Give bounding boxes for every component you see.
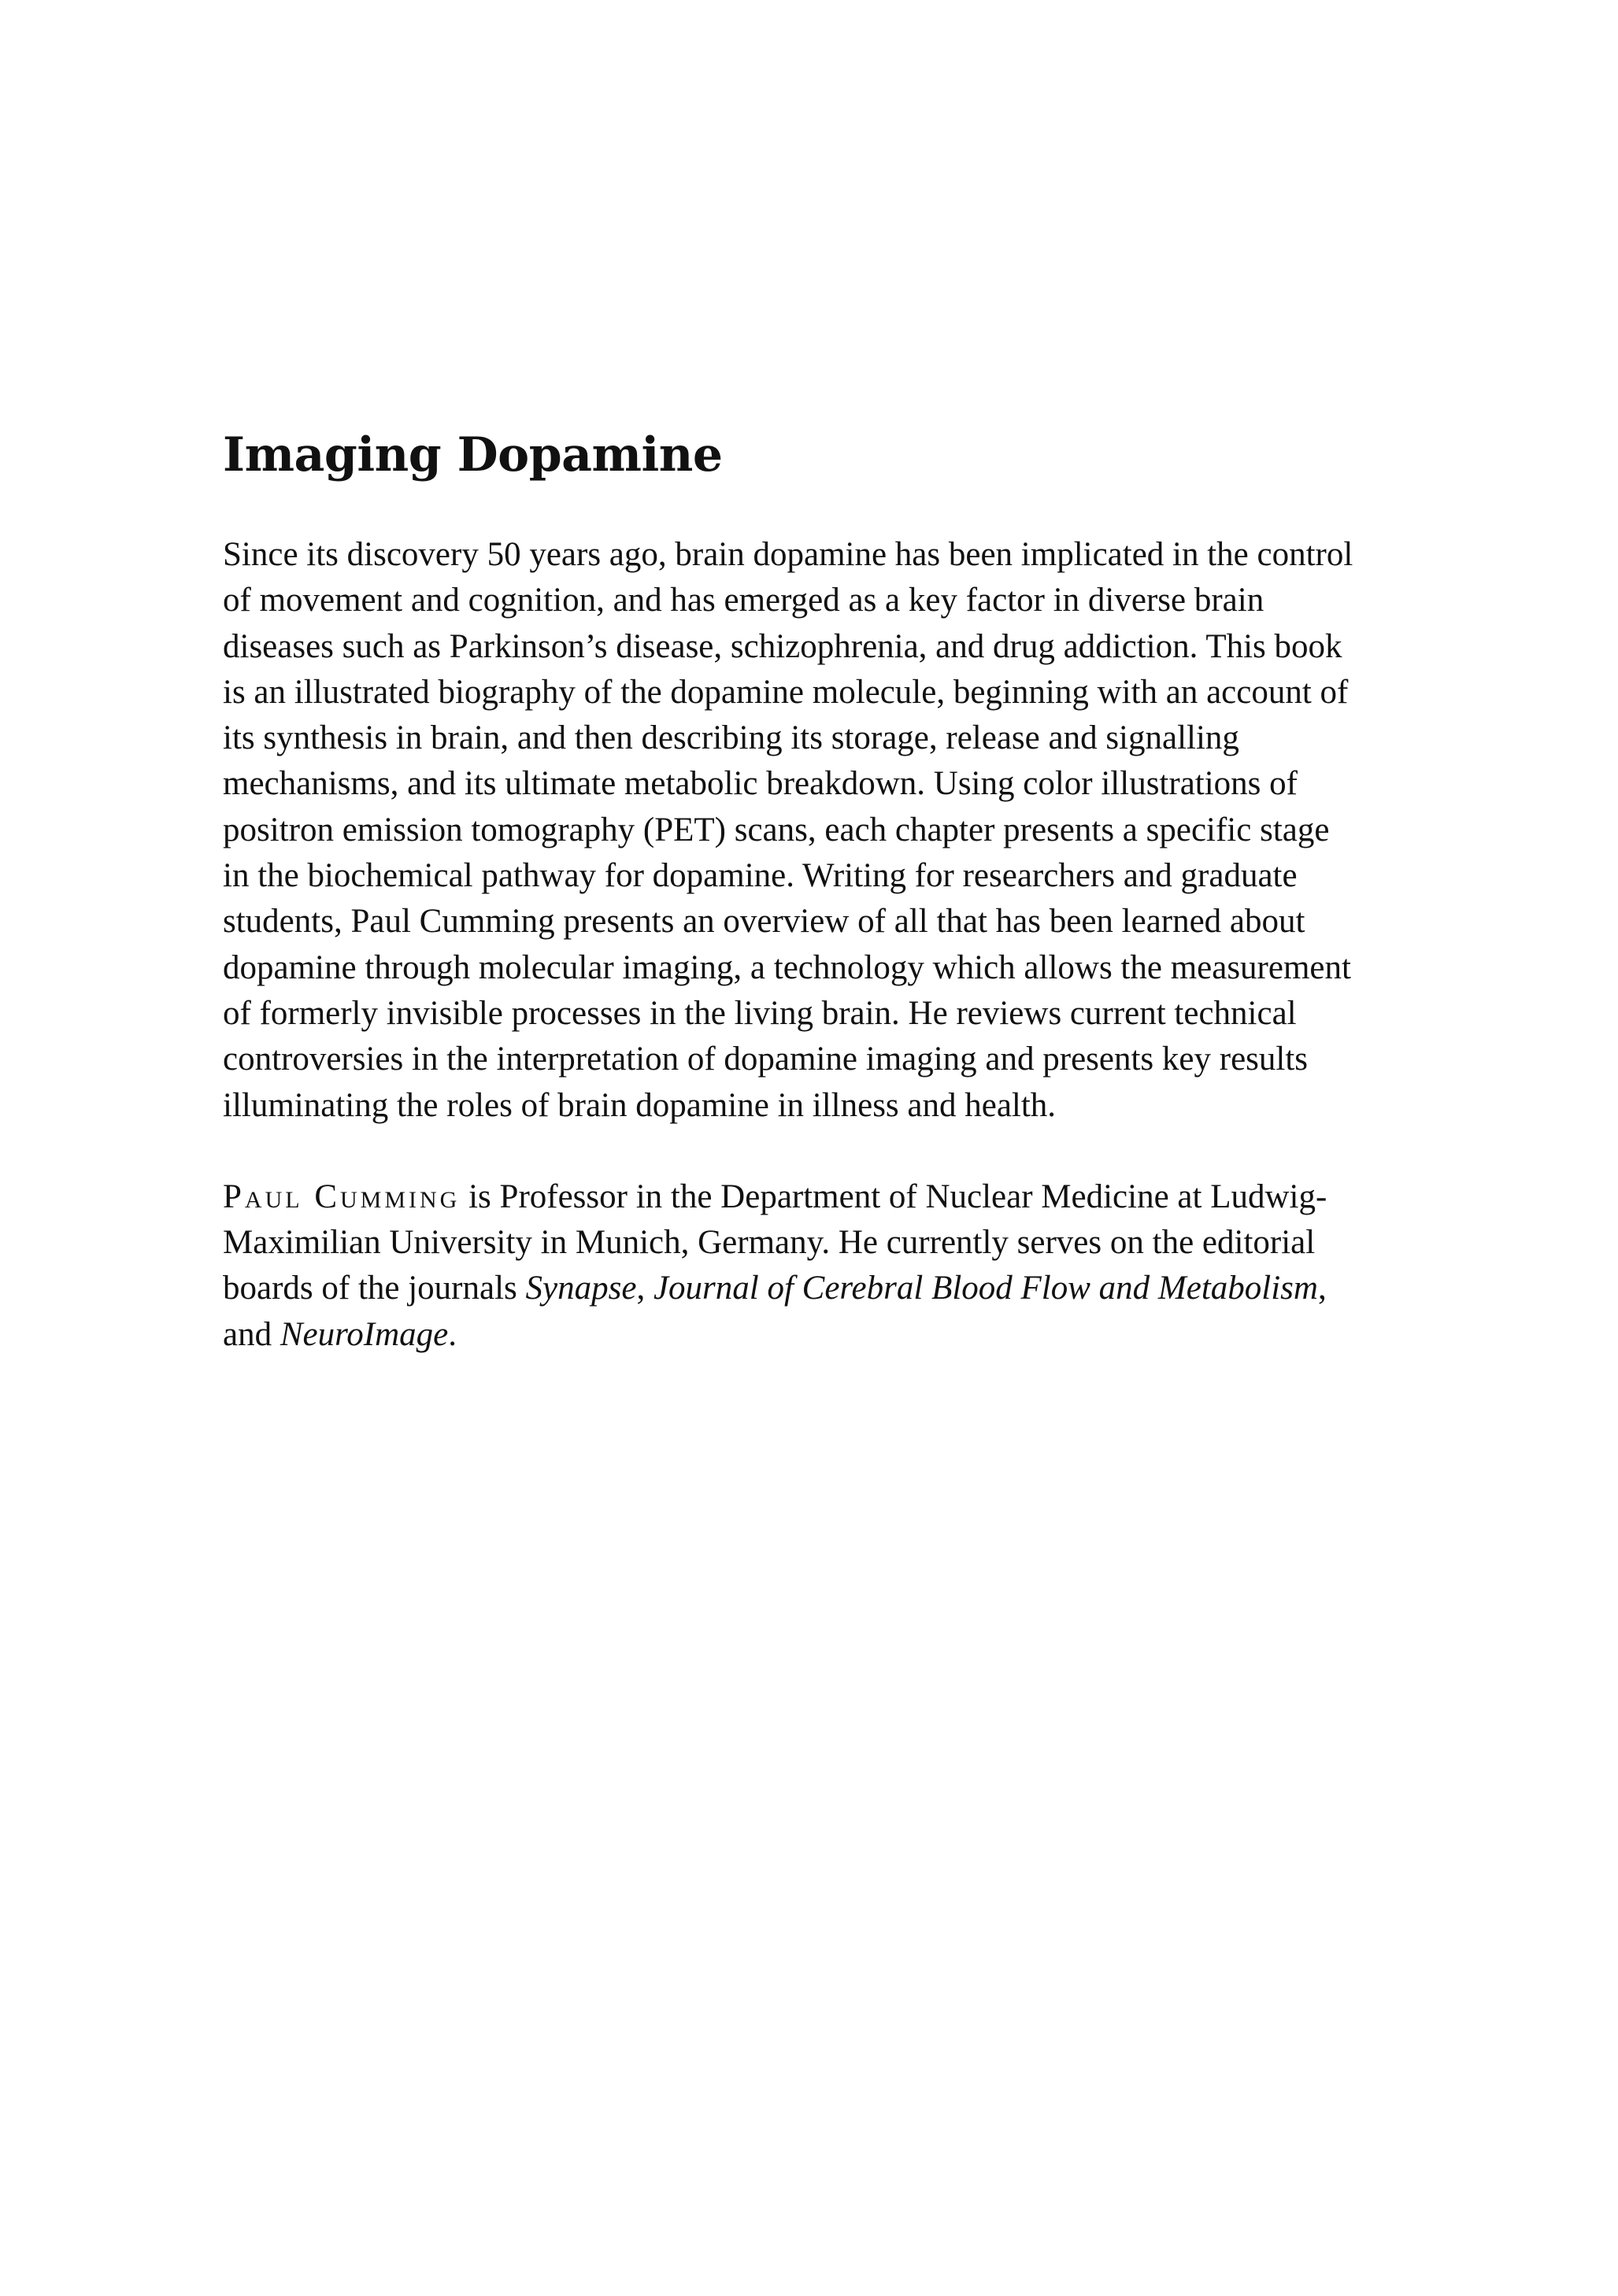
author-bio-text: is Professor in the Department of Nuclear Medicine at Ludwig-Maximilian University in Munich, Germany. He currently serves on the editorial boards of the journals	[223, 1178, 1327, 1307]
journal-synapse: Synapse	[525, 1270, 637, 1307]
book-title: Imaging Dopamine	[223, 427, 723, 482]
journal-jcbfm: Journal of Cerebral Blood Flow and Metabolism	[653, 1270, 1318, 1307]
period: .	[448, 1315, 457, 1353]
book-description: Since its discovery 50 years ago, brain dopamine has been implicated in the control of movement and cognition, and has emerged as a key factor in diverse brain diseases such as Parkinson’s disease, schizophrenia, and drug addiction. This book is an illustrated biography of the dopamine molecule, beginning with an account of its synthesis in brain, and then describing its storage, release and signalling mechanisms, and its ultimate metabolic breakdown. Using color illustrations of positron emission tomography (PET) scans, each chapter presents a specific stage in the biochemical pathway for dopamine. Writing for researchers and graduate students, Paul Cumming presents an overview of all that has been learned about dopamine through molecular imaging, a technology which allows the measurement of formerly invisible processes in the living brain. He reviews current technical controversies in the interpretation of dopamine imaging and presents key results illuminating the roles of brain dopamine in illness and health.	[223, 536, 1353, 1124]
content-block	[223, 425, 1357, 1358]
separator: , and	[223, 1270, 1327, 1353]
separator: ,	[636, 1270, 653, 1307]
author-bio	[223, 1174, 1357, 1358]
author-name: Paul Cumming	[223, 1178, 461, 1215]
journal-neuroimage: NeuroImage	[280, 1315, 449, 1353]
